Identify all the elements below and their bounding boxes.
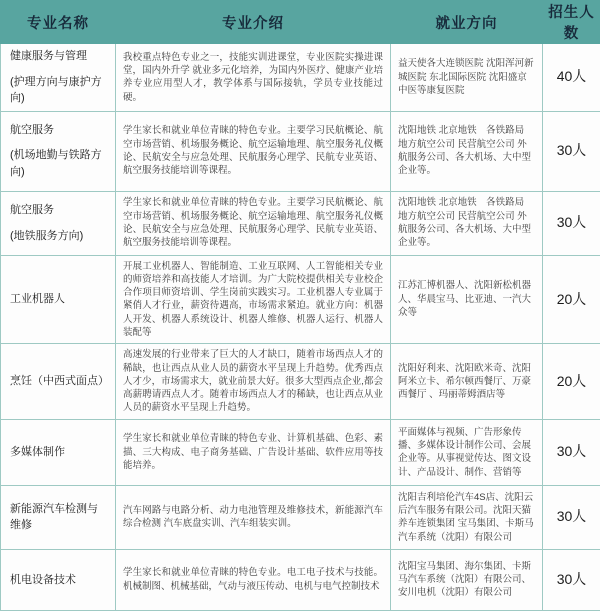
table-row	[1, 44, 600, 112]
major-name: 多媒体制作	[10, 446, 65, 458]
enrollment-cell: 30人	[543, 485, 600, 549]
table-row	[1, 111, 600, 191]
table-row	[1, 419, 600, 485]
major-name: 烹饪（中西式面点）	[10, 375, 109, 387]
major-name-cell	[1, 255, 116, 344]
enrollment-cell: 20人	[543, 255, 600, 344]
enrollment-cell: 30人	[543, 111, 600, 191]
major-name-cell	[1, 44, 116, 112]
enrollment-cell: 40人	[543, 44, 600, 112]
major-name-cell	[1, 111, 116, 191]
employment-cell: 沈阳地铁 北京地铁 各铁路局 地方航空公司 民营航空公司 外航服务公司、各大机场、大中型企业等。	[391, 111, 543, 191]
major-intro-cell: 汽车网路与电路分析、动力电池管理及维修技术，新能源汽车综合检测 汽车底盘实训、汽车组装实训。	[116, 485, 391, 549]
enrollment-cell: 30人	[543, 419, 600, 485]
major-name-cell	[1, 419, 116, 485]
major-name: 航空服务	[10, 204, 54, 216]
major-intro-cell: 学生家长和就业单位青睐的特色专业、计算机基础、色彩、素描、三大构成、电子商务基础、广告设计基础、软件应用等技能培养。	[116, 419, 391, 485]
table-row	[1, 485, 600, 549]
major-name: 健康服务与管理	[10, 50, 87, 62]
header-row	[1, 1, 600, 44]
major-direction: (地铁服务方向)	[10, 228, 108, 245]
employment-cell: 沈阳宝马集团、海尔集团、卡斯马汽车系统（沈阳）有限公司、安川电机（沈阳）有限公司	[391, 549, 543, 610]
major-name: 航空服务	[10, 124, 54, 136]
enrollment-cell: 30人	[543, 191, 600, 255]
employment-cell: 沈阳吉利培伦汽车4S店、沈阳云后汽车服务有限公司。沈阳天猫养车连锁集团 宝马集团、卡斯马汽车系统（沈阳）有限公司	[391, 485, 543, 549]
table-row	[1, 255, 600, 344]
header-employment: 就业方向	[391, 1, 543, 44]
major-name-cell	[1, 549, 116, 610]
employment-cell: 沈阳好利来、沈阳欧米奇、沈阳阿米立卡、希尔顿西餐厅、万豪西餐厅 、玛丽蒂姆酒店等	[391, 344, 543, 419]
major-name-cell	[1, 344, 116, 419]
header-major-name: 专业名称	[1, 1, 116, 44]
major-intro-cell: 学生家长和就业单位青睐的特色专业。主要学习民航概论、航空市场营销、机场服务概论、航空运输地理、航空服务礼仪概论、民航安全与应急处理、民航服务心理学、民航专业英语、航空服务技能培训等课程。	[116, 111, 391, 191]
employment-cell: 沈阳地铁 北京地铁 各铁路局 地方航空公司 民营航空公司 外航服务公司、各大机场、大中型企业等。	[391, 191, 543, 255]
major-name: 机电设备技术	[10, 574, 76, 586]
major-intro-cell: 高速发展的行业带来了巨大的人才缺口，随着市场西点人才的稀缺，也让西点从业人员的薪资水平呈现上升趋势。优秀西点人才少，市场需求大，就业前景大好。很多大型西点企业,都会高薪聘请西点人才。随着市场西点人才的稀缺，也让西点从业人员的薪资水平呈现上升趋势。	[116, 344, 391, 419]
major-direction: (护理方向与康护方向)	[10, 74, 108, 107]
table-row	[1, 191, 600, 255]
header-major-intro: 专业介绍	[116, 1, 391, 44]
enrollment-cell: 20人	[543, 344, 600, 419]
table-header	[1, 1, 600, 44]
header-enrollment: 招生人数	[543, 1, 600, 44]
major-name: 工业机器人	[10, 293, 65, 305]
major-intro-cell: 学生家长和就业单位青睐的特色专业。主要学习民航概论、航空市场营销、机场服务概论、航空运输地理、航空服务礼仪概论、民航安全与应急处理、民航服务心理学、民航专业英语、航空服务技能培训等课程。	[116, 191, 391, 255]
table-row	[1, 344, 600, 419]
major-name-cell	[1, 191, 116, 255]
employment-cell: 江苏汇博机器人、沈阳新松机器人、华晨宝马、比亚迪、一汽大众等	[391, 255, 543, 344]
major-intro-cell: 我校重点特色专业之一，技能实训进课堂，专业医院实操进课堂，国内外升学 就业多元化培养，为国内外医疗、健康产业培养专业应用型人才，教学体系与国际接轨，学员专业技能过硬。	[116, 44, 391, 112]
major-direction: (机场地勤与铁路方向)	[10, 147, 108, 180]
major-name: 新能源汽车检测与维修	[10, 503, 98, 532]
major-intro-cell: 开展工业机器人、智能制造、工业互联网、人工智能相关专业的师资培养和高技能人才培训。为广大院校提供相关专业校企合作项目师资培训、学生岗前实践实习。工业机器人专业属于紧俏人才行业，薪资待遇高，市场需求紧迫。就业方向：机器人开发、机器人系统设计、机器人维修、机器人运行、机器人装配等	[116, 255, 391, 344]
enrollment-cell: 30人	[543, 549, 600, 610]
employment-cell: 平面媒体与视频、广告形象传播、多媒体设计制作公司、会展企业等。从事视觉传达、图文设计、产品设计、制作、营销等	[391, 419, 543, 485]
table-row	[1, 549, 600, 610]
employment-cell: 益天使各大连锁医院 沈阳浑河新城医院 东北国际医院 沈阳盛京中医等康复医院	[391, 44, 543, 112]
major-name-cell	[1, 485, 116, 549]
major-intro-cell: 学生家长和就业单位青睐的特色专业。电工电子技术与技能。机械制图、机械基础，气动与液压传动、电机与电气控制技术	[116, 549, 391, 610]
